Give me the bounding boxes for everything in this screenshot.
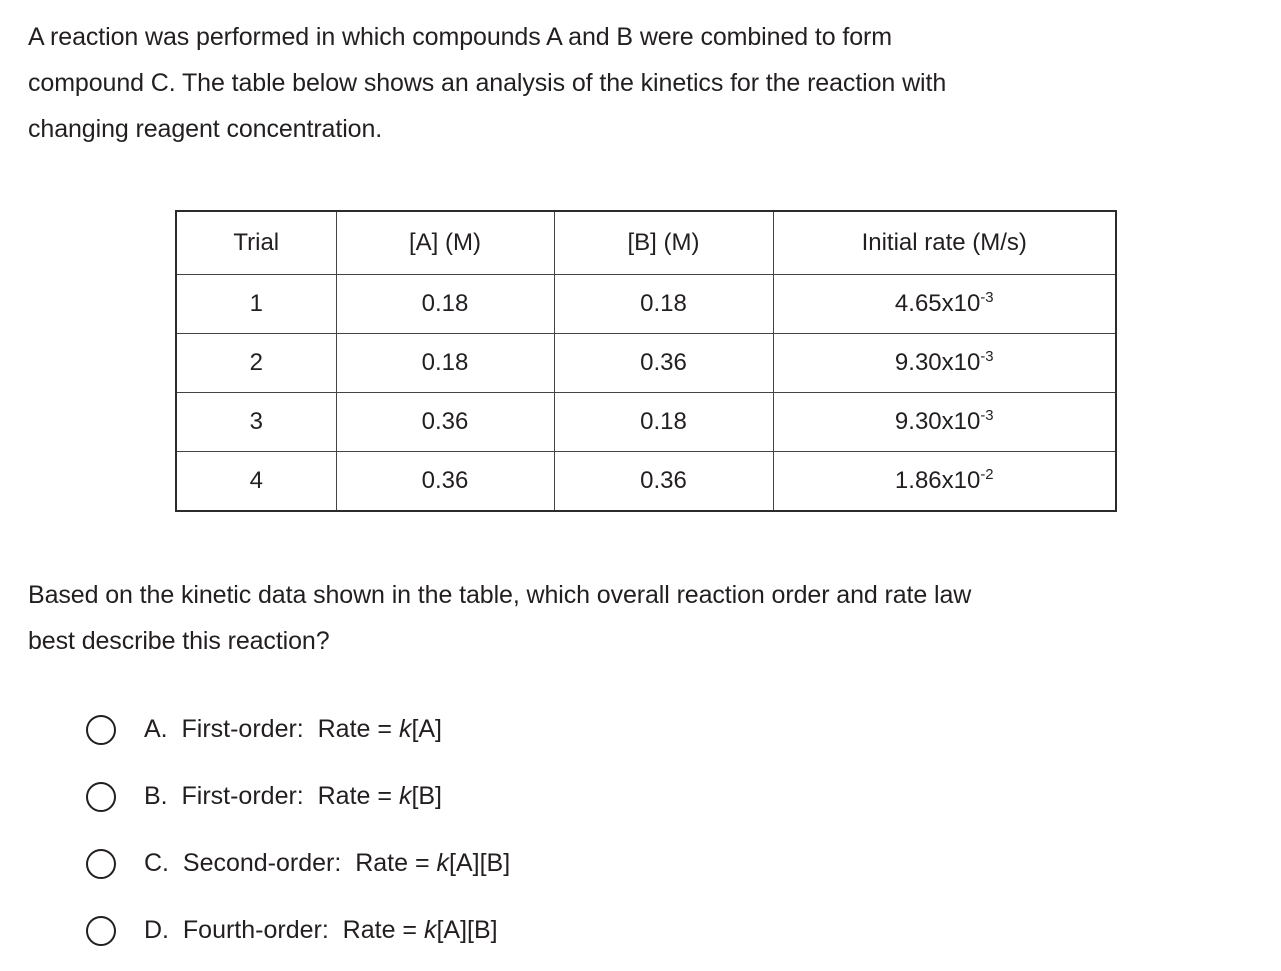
- rate-mantissa: 4.65x10: [894, 290, 981, 317]
- rate-exponent: -3: [980, 290, 994, 306]
- rate-mantissa: 1.86x10: [894, 467, 981, 494]
- rate-constant-symbol: k: [436, 849, 450, 877]
- choice-suffix: [A]: [411, 715, 443, 743]
- column-header-trial: Trial: [176, 211, 336, 275]
- cell-rate: [773, 275, 1116, 334]
- rate-constant-symbol: k: [398, 782, 412, 810]
- table-header-row: [176, 211, 1116, 275]
- radio-button-icon[interactable]: [86, 715, 116, 745]
- column-header-rate: Initial rate (M/s): [773, 211, 1116, 275]
- choice-suffix: [A][B]: [436, 916, 498, 944]
- cell-rate: [773, 452, 1116, 512]
- choice-suffix: [B]: [411, 782, 443, 810]
- choice-label-a: [144, 717, 442, 742]
- kinetics-table-wrapper: [175, 210, 1253, 512]
- choice-option-b[interactable]: [86, 763, 1253, 830]
- choice-label-b: [144, 784, 442, 809]
- rate-exponent: -3: [980, 408, 994, 424]
- cell-a: 0.36: [336, 393, 554, 452]
- choice-prefix: B. First-order: Rate =: [144, 782, 399, 810]
- choice-suffix: [A][B]: [449, 849, 511, 877]
- cell-b: 0.36: [554, 334, 773, 393]
- rate-mantissa: 9.30x10: [894, 349, 981, 376]
- choice-prefix: C. Second-order: Rate =: [144, 849, 437, 877]
- radio-button-icon[interactable]: [86, 782, 116, 812]
- kinetics-table: [175, 210, 1117, 512]
- question-line-2: best describe this reaction?: [28, 627, 330, 655]
- cell-a: 0.18: [336, 275, 554, 334]
- column-header-a: [A] (M): [336, 211, 554, 275]
- cell-a: 0.36: [336, 452, 554, 512]
- choice-label-d: [144, 918, 498, 943]
- cell-rate: [773, 393, 1116, 452]
- choice-prefix: A. First-order: Rate =: [144, 715, 399, 743]
- question-text: [28, 572, 1253, 664]
- rate-mantissa: 9.30x10: [894, 408, 981, 435]
- choice-option-a[interactable]: [86, 696, 1253, 763]
- question-line-1: Based on the kinetic data shown in the table, which overall reaction order and rate law: [28, 581, 972, 609]
- cell-trial: 3: [176, 393, 336, 452]
- cell-a: 0.18: [336, 334, 554, 393]
- column-header-b: [B] (M): [554, 211, 773, 275]
- cell-rate: [773, 334, 1116, 393]
- choice-option-d[interactable]: [86, 897, 1253, 964]
- cell-b: 0.36: [554, 452, 773, 512]
- rate-exponent: -2: [980, 467, 994, 483]
- cell-trial: 4: [176, 452, 336, 512]
- table-row: [176, 275, 1116, 334]
- rate-constant-symbol: k: [423, 916, 437, 944]
- radio-button-icon[interactable]: [86, 916, 116, 946]
- cell-b: 0.18: [554, 393, 773, 452]
- table-row: [176, 393, 1116, 452]
- prompt-line-3: changing reagent concentration.: [28, 115, 383, 143]
- cell-trial: 1: [176, 275, 336, 334]
- rate-exponent: -3: [980, 349, 994, 365]
- rate-constant-symbol: k: [398, 715, 412, 743]
- table-row: [176, 452, 1116, 512]
- answer-choices: [86, 696, 1253, 964]
- choice-prefix: D. Fourth-order: Rate =: [144, 916, 424, 944]
- prompt-line-2: compound C. The table below shows an analysis of the kinetics for the reaction with: [28, 69, 947, 97]
- cell-b: 0.18: [554, 275, 773, 334]
- prompt-line-1: A reaction was performed in which compounds A and B were combined to form: [28, 23, 892, 51]
- radio-button-icon[interactable]: [86, 849, 116, 879]
- choice-option-c[interactable]: [86, 830, 1253, 897]
- choice-label-c: [144, 851, 510, 876]
- table-row: [176, 334, 1116, 393]
- prompt-text: [28, 14, 1253, 152]
- cell-trial: 2: [176, 334, 336, 393]
